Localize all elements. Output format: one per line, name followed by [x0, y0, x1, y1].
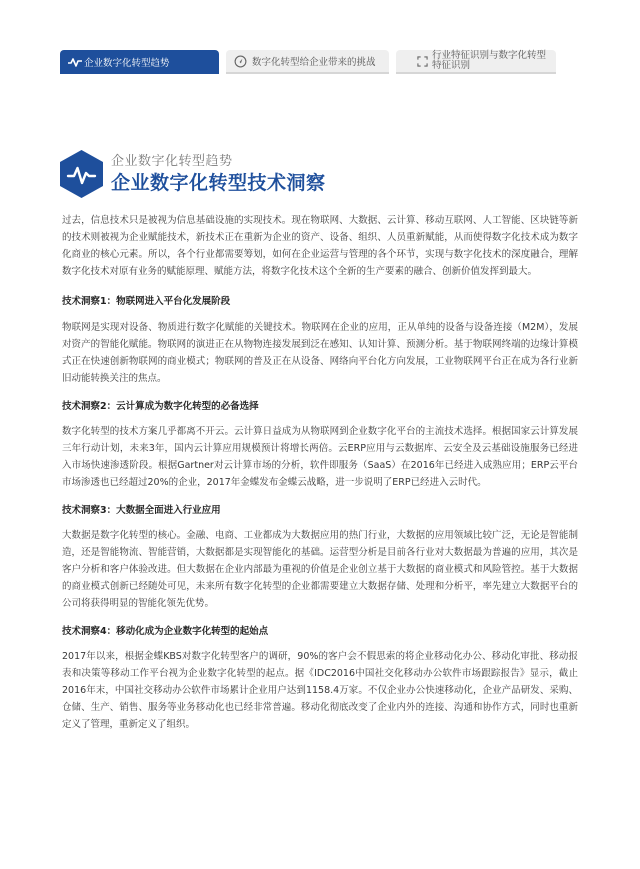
insight-heading: 技术洞察3：大数据全面进入行业应用: [62, 505, 221, 516]
insight-paragraph: 大数据是数字化转型的核心。金融、电商、工业都成为大数据应用的热门行业，大数据的应用领域比较广泛，无论是智能制造，还是智能物流、智能营销，大数据都是实现智能化的基础。运营型分析是目前各行业对大数据最为普遍的应用，其次是客户分析和客户体验改进。但大数据在企业内部最为重视的价值是企业创立基于大数据的商业模式和风险管控。基于大数据的商业模式创新已经随处可见，未来所有数字化转型的企业都需要建立大数据存储、处理和分析平，率先建立大数据平台的公司将获得明显的智能化领先优势。: [62, 530, 578, 609]
section-subtitle: 企业数字化转型趋势: [111, 154, 233, 169]
tab-industry-feature-recognition[interactable]: [396, 50, 556, 74]
scan-frame-icon: [417, 56, 428, 67]
section-title: 企业数字化转型技术洞察: [111, 172, 326, 194]
insight-paragraph: 物联网是实现对设备、物质进行数字化赋能的关键技术。物联网在企业的应用，正从单纯的设备与设备连接（M2M），发展对资产的智能化赋能。物联网的演进正在从物物连接发展到泛在感知、认知计算、预测分析。基于物联网终端的边缘计算模式正在快速创新物联网的商业模式；物联网的普及正在从设备、网络向平台化方向发展，工业物联网平台正在成为各行业新旧动能转换关注的焦点。: [62, 322, 578, 384]
insight-paragraph: 2017年以来，根据金蝶KBS对数字化转型客户的调研，90%的客户会不假思索的将企业移动化办公、移动化审批、移动报表和决策等移动工作平台视为企业数字化转型的起点。据《IDC2016中国社交化移动办公软件市场跟踪报告》显示，截止2016年末，中国社交移动办公软件市场累计企业用户达到1158.4万家。不仅企业办公快速移动化，企业产品研发、采购、仓储、生产、销售、服务等业务移动化也已经非常普遍。移动化彻底改变了企业内外的连接、沟通和协作方式，同时也重新定义了管理，重新定义了组织。: [62, 651, 578, 730]
tab-digital-transformation-trends[interactable]: [60, 50, 219, 74]
insight-heading: 技术洞察4：移动化成为企业数字化转型的起始点: [62, 626, 269, 637]
compass-icon: [234, 55, 247, 68]
tab-label: 企业数字化转型趋势: [84, 58, 170, 69]
pulse-hexagon-icon: [59, 149, 104, 199]
tab-label: 行业特征识别与数字化转型特征识别: [432, 50, 547, 71]
pulse-icon: [68, 56, 82, 68]
insight-paragraph: 数字化转型的技术方案几乎都离不开云。云计算日益成为从物联网到企业数字化平台的主流技术选择。根据国家云计算发展三年行动计划，未来3年，国内云计算应用规模预计将增长两倍。云ERP应用与云数据库、云安全及云基础设施服务已经进入市场快速渗透阶段。根据Gartner对云计算市场的分析，软件即服务（SaaS）在2016年已经进入成熟应用；ERP云平台市场渗透也已经超过20%的企业，2017年金蝶发布金蝶云战略，进一步说明了ERP已经进入云时代。: [62, 426, 578, 488]
section-tabs: [60, 50, 563, 74]
article-body: [62, 212, 578, 733]
intro-paragraph: 过去，信息技术只是被视为信息基础设施的实现技术。现在物联网、大数据、云计算、移动互联网、人工智能、区块链等新的技术则被视为企业赋能技术，新技术正在重新为企业的资产、设备、组织、人员重新赋能，从而使得数字化技术成为数字化商业的核心元素。所以，各个行业都需要筹划，如何在企业运营与管理的各个环节，实现与数字化技术的深度融合，理解数字化技术对原有业务的赋能原理、赋能方法，将数字化技术这个全新的生产要素的融合、创新价值发挥到最大。: [62, 215, 578, 277]
insight-heading: 技术洞察2：云计算成为数字化转型的必备选择: [62, 401, 259, 412]
tab-label: 数字化转型给企业带来的挑战: [252, 57, 376, 68]
tab-transformation-challenges[interactable]: [226, 50, 389, 74]
insight-heading: 技术洞察1：物联网进入平台化发展阶段: [62, 296, 231, 307]
